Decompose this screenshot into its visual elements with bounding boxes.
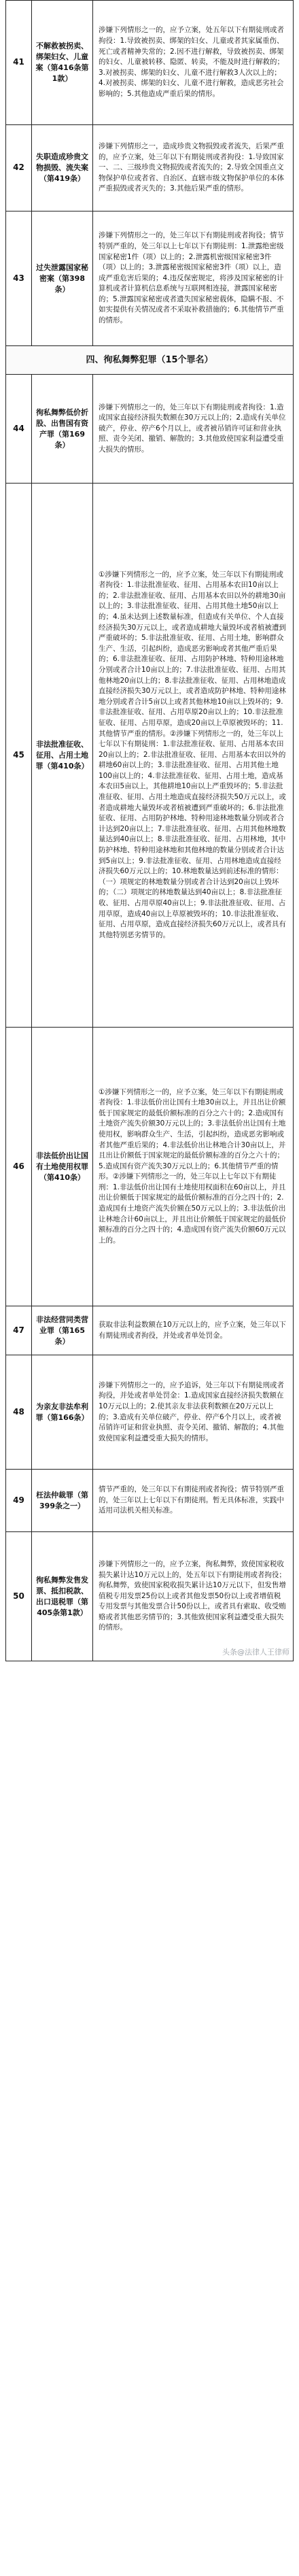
crime-name: 非法低价出让国有土地使用权罪（第410条） [32, 1028, 93, 1306]
table-row [6, 1470, 294, 1532]
crime-name: 徇私舞弊低价折股、出售国有资产罪（第169条） [32, 375, 93, 484]
row-number: 50 [6, 1532, 32, 1661]
crime-standards-table [5, 0, 294, 1661]
crime-name: 枉法仲裁罪（第399条之一） [32, 1470, 93, 1532]
filing-standard: 获取非法利益数额在10万元以上的，应予立案，处三年以下有期徒刑或者拘役，并处或者单处罚金。 [93, 1306, 294, 1355]
filing-standard: ①涉嫌下列情形之一的，应予立案，处三年以下有期徒刑或者拘役：1.非法低价出让国有土地30亩以上，并且出让价额低于国家规定的最低价额标准的百分之六十的；2.造成国有土地资产流失价额30万元以上的；3.非法低价出让国有土地使用权，影响群众生产、生活，引起纠纷，造成恶劣影响或者其他严重后果的；4.非法低价出让林地合计30亩以上，并且出让价额低于国家规定的最低价额标准的百分之六十的；5.造成国有资产流失30万元以上的；6.其他情节严重的情形。②涉嫌下列情形之一的，处三年以上七年以下有期徒刑：1.非法低价出让国有土地使用权面积在60亩以上，并且出让价额低于国家规定的最低价额标准的百分之四十的；2.造成国有土地资产流失价额在50万元以上的；3.非法低价出让林地合计60亩以上，并且出让价额低于国家规定的最低价额标准的百分之四十的；4.造成国有资产流失价额60万元以上的。 [93, 1028, 294, 1306]
row-number: 45 [6, 484, 32, 1028]
section-heading: 四、徇私舞弊犯罪（15个罪名） [6, 346, 294, 375]
crime-name: 不解救被拐卖、绑架妇女、儿童案（第416条第1款） [32, 1, 93, 125]
row-number: 41 [6, 1, 32, 125]
section-heading-row [6, 346, 294, 375]
row-number: 49 [6, 1470, 32, 1532]
row-number: 48 [6, 1355, 32, 1470]
row-number: 43 [6, 211, 32, 346]
filing-standard: 涉嫌下列情形之一，造成珍贵文物损毁或者流失，后果严重的，应予立案，处三年以下有期徒刑或者拘役：1.导致国家一、二、三级珍贵文物损毁或者流失的；2.导致全国重点文物保护单位或者省、自治区、直辖市级文物保护单位的本体严重损毁或者灭失的；3.其他后果严重的情形。 [93, 125, 294, 211]
crime-name: 过失泄露国家秘密案（第398条） [32, 211, 93, 346]
table-row [6, 1532, 294, 1661]
table-row [6, 1, 294, 125]
filing-standard: 涉嫌下列情形之一的，处三年以下有期徒刑或者拘役；情节特别严重的，处三年以上七年以下有期徒刑：1.泄露绝密级国家秘密1件（项）以上的；2.泄露机密级国家秘密3件（项）以上的；3.泄露秘密级国家秘密3件（项）以上，造成严重危害后果的；4.违反保密规定，将涉及国家秘密的计算机或者计算机信息系统与互联网相连接，泄露国家秘密的；5.泄露国家秘密或者遗失国家秘密载体，隐瞒不报、不如实提供有关情况或者不采取补救措施的；6.其他情节严重的情形。 [93, 211, 294, 346]
table-row [6, 1306, 294, 1355]
table-row [6, 375, 294, 484]
table-row [6, 484, 294, 1028]
filing-standard: ①涉嫌下列情形之一的，应予立案，处三年以下有期徒刑或者拘役：1.非法批准征收、征用、占用基本农田10亩以上的；2.非法批准征收、征用、占用基本农田以外的耕地30亩以上的；3.非法批准征收、征用、占用其他土地50亩以上的；4.虽未达到上述数量标准，但造成有关单位、个人直接经济损失30万元以上，或者造成耕地大量毁坏或者植被遭到严重破坏的；5.非法批准征收、征用、占用土地，影响群众生产、生活，引起纠纷，造成恶劣影响或者其他严重后果的；6.非法批准征收、征用、占用防护林地、特种用途林地分别或者合计10亩以上的；7.非法批准征收、征用、占用其他林地20亩以上的；8.非法批准征收、征用、占用林地造成直接经济损失30万元以上，或者造成防护林地、特种用途林地分别或者合计5亩以上或者其他林地10亩以上毁坏的；9.非法批准征收、征用、占用草原20亩以上的；10.非法批准征收、征用、占用草原，造成20亩以上草原被毁坏的；11.其他情节严重的情形。②涉嫌下列情形之一的，处三年以上七年以下有期徒刑：1.非法批准征收、征用、占用基本农田20亩以上的；2.非法批准征收、征用、占用基本农田以外的耕地60亩以上的；3.非法批准征收、征用、占用其他土地100亩以上的；4.非法批准征收、征用、占用土地，造成基本农田5亩以上，其他耕地10亩以上严重毁坏的；5.非法批准征收、征用、占用土地造成直接经济损失50万元以上，或者造成耕地大量毁坏或者植被遭到严重破坏的；6.非法批准征收、征用、占用防护林地、特种用途林地数量分别或者合计达到20亩以上；7.非法批准征收、征用、占用其他林地数量达到40亩以上；8.非法批准征收、征用、占用林地，其中防护林地、特种用途林地和其他林地的数量分别或者合计达到5亩以上；9.非法批准征收、征用、占用林地造成直接经济损失60万元以上的；10.林地数量达到前述标准的情形：（一）项规定的林地数量分别或者合计达到20亩以上毁坏的；（二）项规定的林地数量达到40亩以上；8.非法批准征收、征用、占用草原40亩以上；9.非法批准征收、征用、占用草原，造成40亩以上草原被毁坏的；10.非法批准征收、征用、占用草原，造成直接经济损失60万元以上，或者具有其他特别恶劣情节的。 [93, 484, 294, 1028]
table-row [6, 1028, 294, 1306]
crime-name: 失职造成珍贵文物损毁、流失案（第419条） [32, 125, 93, 211]
watermark: 头条@法律人王律师 [222, 1648, 289, 1657]
table-row [6, 1355, 294, 1470]
crime-name: 非法批准征收、征用、占用土地罪（第410条） [32, 484, 93, 1028]
filing-standard: 涉嫌下列情形之一的，应予追诉，处三年以下有期徒刑或者拘役，并处或者单处罚金：1.造成国家直接经济损失数额在10万元以上的；2.使其亲友非法获利数额在20万元以上的；3.造成有关单位破产，停业、停产6个月以上，或者被吊销许可证和营业执照、责令关闭、撤销、解散的；4.其他致使国家利益遭受重大损失的情形。 [93, 1355, 294, 1470]
crime-name: 徇私舞弊发售发票、抵扣税款、出口退税罪（第405条第1款） [32, 1532, 93, 1661]
table-row [6, 125, 294, 211]
filing-standard: 情节严重的，处三年以下有期徒刑或者拘役；情节特别严重的，处三年以上七年以下有期徒刑。暂无具体标准，实践中适用司法机关相关标准。 [93, 1470, 294, 1532]
row-number: 47 [6, 1306, 32, 1355]
row-number: 42 [6, 125, 32, 211]
crime-name: 为亲友非法牟利罪（第166条） [32, 1355, 93, 1470]
row-number: 46 [6, 1028, 32, 1306]
row-number: 44 [6, 375, 32, 484]
filing-standard: 涉嫌下列情形之一的，应予立案，处五年以下有期徒刑或者拘役：1.导致被拐卖、绑架的妇女、儿童或者其家属重伤、死亡或者精神失常的；2.因不进行解救，导致被拐卖、绑架的妇女、儿童被转移、隐匿、转卖，不能及时进行解救的；3.对被拐卖、绑架的妇女、儿童不进行解救3人次以上的；4.对被拐卖、绑架的妇女、儿童不进行解救，造成恶劣社会影响的；5.其他造成严重后果的情形。 [93, 1, 294, 125]
filing-standard: 涉嫌下列情形之一的，处三年以下有期徒刑或者拘役：1.造成国家直接经济损失数额在30万元以上的；2.造成有关单位破产，停业、停产6个月以上，或者被吊销许可证和营业执照、责令关闭、撤销、解散的；3.其他致使国家利益遭受重大损失的情形。 [93, 375, 294, 484]
filing-standard: 涉嫌下列情形之一的，应予立案，徇私舞弊，致使国家税收损失累计达10万元以上的，处五年以下有期徒刑或者拘役；徇私舞弊，致使国家税收损失累计达10万元以下，但发售增值税专用发票25份以上或者其他发票50份以上或者增值税专用发票与其他发票合计50份以上，或者具有索取、收受贿赂或者其他恶劣情节的；3.其他致使国家利益遭受重大损失的情形。 [93, 1532, 294, 1661]
crime-name: 非法经营同类营业罪（第165条） [32, 1306, 93, 1355]
table-row [6, 211, 294, 346]
